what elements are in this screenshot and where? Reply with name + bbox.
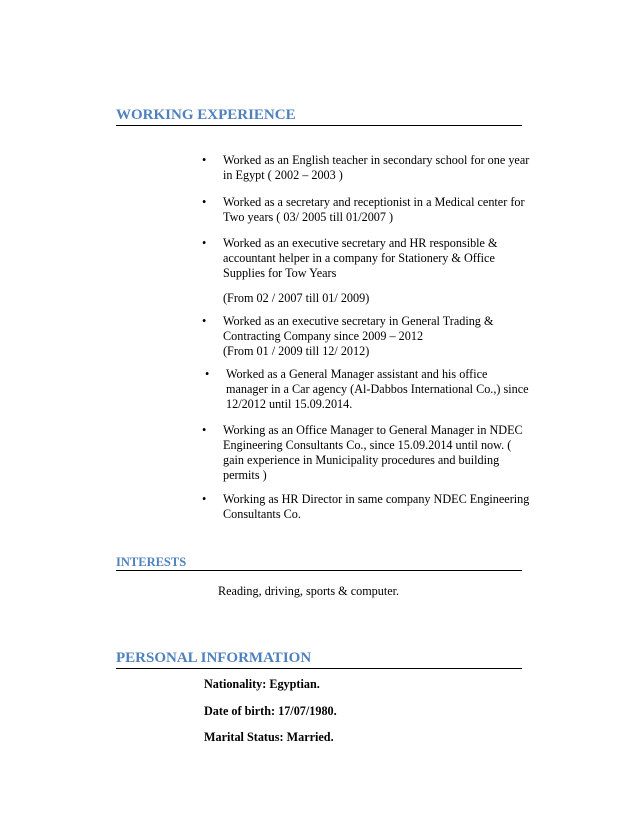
interests-text: Reading, driving, sports & computer.	[218, 584, 400, 598]
date-of-birth-text: Date of birth: 17/07/1980.	[204, 704, 337, 718]
bullet-icon: •	[202, 195, 207, 209]
experience-line: Worked as an executive secretary and HR responsible &	[223, 236, 498, 250]
experience-line: Worked as a General Manager assistant and his office	[226, 367, 488, 381]
bullet-icon: •	[202, 314, 207, 328]
bullet-icon: •	[205, 367, 210, 381]
experience-line: Worked as an English teacher in secondary school for one year	[223, 153, 530, 167]
experience-line: Worked as an executive secretary in General Trading &	[223, 314, 494, 328]
bullet-icon: •	[202, 423, 207, 437]
experience-line: (From 01 / 2009 till 12/ 2012)	[223, 344, 370, 358]
bullet-icon: •	[202, 236, 207, 250]
marital-status-text: Marital Status: Married.	[204, 730, 334, 744]
personal-information-heading: PERSONAL INFORMATION	[116, 650, 522, 669]
experience-line: Engineering Consultants Co., since 15.09.2014 until now. (	[223, 438, 512, 452]
experience-line: in Egypt ( 2002 – 2003 )	[223, 168, 343, 182]
experience-line: Worked as a secretary and receptionist in a Medical center for	[223, 195, 525, 209]
experience-line: Contracting Company since 2009 – 2012	[223, 329, 424, 343]
bullet-icon: •	[202, 153, 207, 167]
experience-line: accountant helper in a company for Stationery & Office	[223, 251, 495, 265]
experience-line: Working as an Office Manager to General Manager in NDEC	[223, 423, 523, 437]
working-experience-heading: WORKING EXPERIENCE	[116, 107, 522, 126]
experience-line: Consultants Co.	[223, 507, 301, 521]
experience-line: 12/2012 until 15.09.2014.	[226, 397, 353, 411]
experience-date-note: (From 02 / 2007 till 01/ 2009)	[223, 291, 370, 305]
experience-line: Working as HR Director in same company NDEC Engineering	[223, 492, 530, 506]
experience-line: Two years ( 03/ 2005 till 01/2007 )	[223, 210, 394, 224]
interests-heading: INTERESTS	[116, 555, 522, 571]
experience-line: permits )	[223, 468, 267, 482]
experience-line: manager in a Car agency (Al-Dabbos International Co.,) since	[226, 382, 529, 396]
experience-line: Supplies for Tow Years	[223, 266, 337, 280]
bullet-icon: •	[202, 492, 207, 506]
nationality-text: Nationality: Egyptian.	[204, 677, 320, 691]
experience-line: gain experience in Municipality procedures and building	[223, 453, 500, 467]
